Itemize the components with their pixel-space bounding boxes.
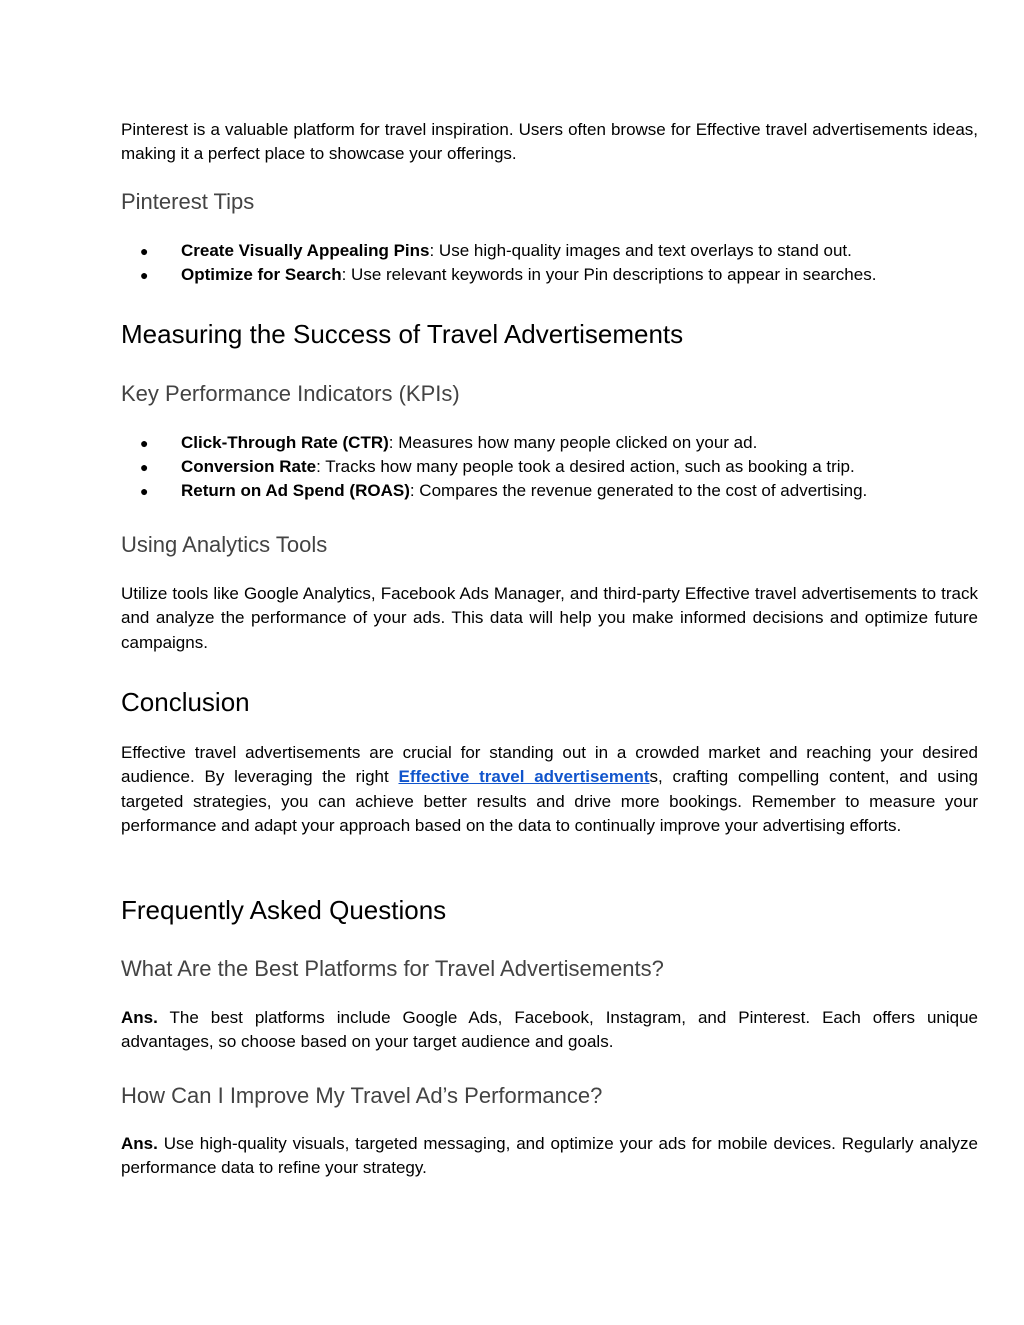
conclusion-text-before: Effective travel advertisements are crucial for standing out in a crowded market and reaching your desired audience. By leveraging the right [121, 743, 978, 787]
list-item-text: : Use relevant keywords in your Pin descriptions to appear in searches. [341, 265, 877, 285]
list-item-term: Click-Through Rate (CTR) [181, 433, 389, 452]
intro-paragraph: Pinterest is a valuable platform for travel inspiration. Users often browse for Effective travel advertisements ideas, making it a perfect place to showcase your offerings. [121, 120, 978, 164]
conclusion-paragraph [121, 741, 978, 839]
list-item-term: Create Visually Appealing Pins [181, 241, 430, 260]
faq-heading: Frequently Asked Questions [121, 895, 447, 925]
bullet-icon: ● [140, 267, 149, 284]
faq-question: What Are the Best Platforms for Travel Advertisements? [121, 956, 664, 981]
bullet-icon: ● [140, 459, 149, 476]
pinterest-tips-list [121, 239, 978, 287]
list-item-text: : Use high-quality images and text overlays to stand out. [429, 241, 852, 260]
kpis-list [121, 431, 978, 504]
list-item [121, 479, 978, 503]
list-item-text: : Measures how many people clicked on your ad. [388, 433, 758, 452]
list-item-text: : Tracks how many people took a desired action, such as booking a trip. [316, 457, 855, 477]
faq-answer [121, 1006, 978, 1055]
answer-text: The best platforms include Google Ads, Facebook, Instagram, and Pinterest. Each offers unique advantages, so choose based on your target audience and goals. [121, 1008, 978, 1052]
list-item [121, 239, 978, 263]
kpis-heading: Key Performance Indicators (KPIs) [121, 381, 460, 406]
list-item [121, 431, 978, 455]
list-item-term: Conversion Rate [181, 457, 317, 477]
answer-text: Use high-quality visuals, targeted messaging, and optimize your ads for mobile devices. Regularly analyze performance data to refine your strategy. [121, 1134, 978, 1178]
pinterest-tips-heading: Pinterest Tips [121, 189, 255, 214]
list-item [121, 263, 978, 287]
answer-label: Ans. [121, 1134, 158, 1153]
faq-question: How Can I Improve My Travel Ad’s Performance? [121, 1083, 603, 1108]
bullet-icon: ● [140, 243, 149, 259]
list-item [121, 455, 978, 479]
faq-answer [121, 1132, 978, 1181]
analytics-heading: Using Analytics Tools [121, 532, 328, 557]
list-item-term: Optimize for Search [181, 265, 342, 285]
bullet-icon: ● [140, 435, 149, 451]
conclusion-heading: Conclusion [121, 687, 250, 717]
effective-travel-advertisement-link[interactable]: Effective travel advertisement [398, 767, 650, 787]
bullet-icon: ● [140, 483, 149, 500]
list-item-term: Return on Ad Spend (ROAS) [181, 481, 410, 501]
conclusion-text-after: s, crafting compelling content, and using targeted strategies, you can achieve better results and drive more bookings. Remember to measure your performance and adapt your approach based on the data to continually improve your advertising efforts. [121, 767, 978, 836]
list-item-text: : Compares the revenue generated to the cost of advertising. [409, 481, 868, 501]
answer-label: Ans. [121, 1008, 158, 1027]
analytics-paragraph: Utilize tools like Google Analytics, Facebook Ads Manager, and third-party Effective travel advertisements to track and analyze the performance of your ads. This data will help you make informed decisions and optimize future campaigns. [121, 584, 978, 652]
measuring-heading: Measuring the Success of Travel Advertisements [121, 319, 684, 349]
